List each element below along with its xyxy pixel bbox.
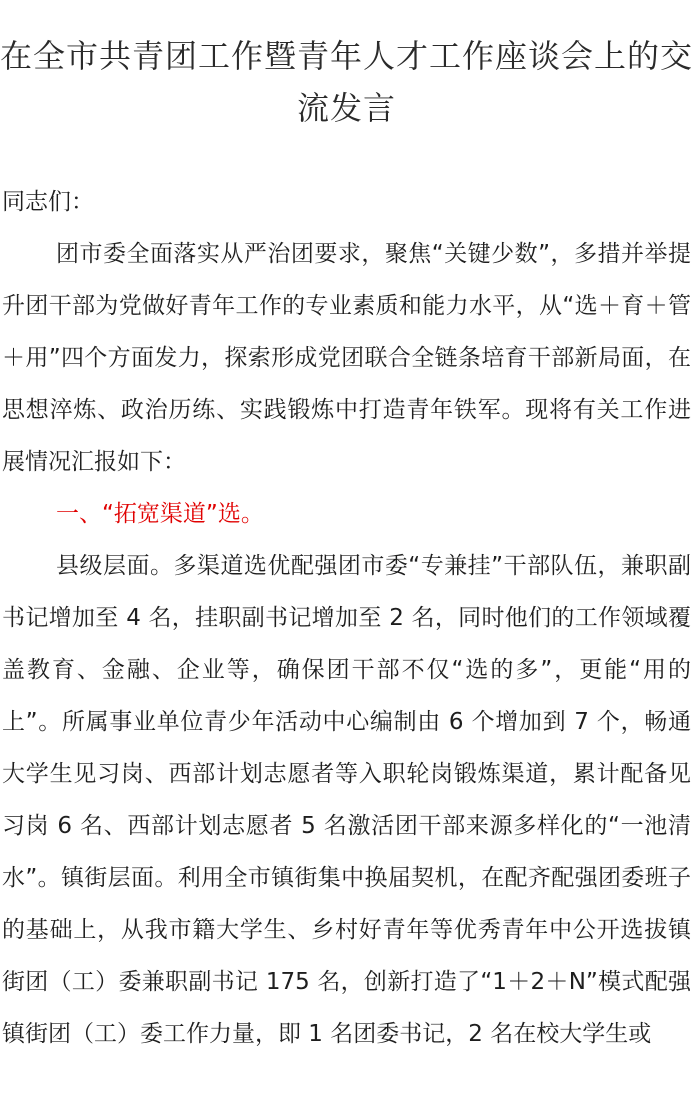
document-title: 在全市共青团工作暨青年人才工作座谈会上的交流发言 [0, 37, 693, 127]
section-heading: 一、“拓宽渠道”选。 [56, 501, 264, 527]
greeting-line: 同志们： [2, 189, 94, 215]
intro-paragraph: 团市委全面落实从严治团要求，聚焦“关键少数”，多措并举提升团干部为党做好青年工作的专业素质和能力水平，从“选＋育＋管＋用”四个方面发力，探索形成党团联合全链条培育干部新局面，在思想淬炼、政治历练、实践锻炼中打造青年铁军。现将有关工作进展情况汇报如下： [2, 241, 691, 475]
document-body [0, 176, 693, 1060]
body-paragraph: 县级层面。多渠道选优配强团市委“专兼挂”干部队伍，兼职副书记增加至 4 名，挂职副书记增加至 2 名，同时他们的工作领域覆盖教育、金融、企业等，确保团干部不仅“选的多”，更能“用的上”。所属事业单位青少年活动中心编制由 6 个增加到 7 个，畅通大学生见习岗、西部计划志愿者等入职轮岗锻炼渠道，累计配备见习岗 6 名、西部计划志愿者 5 名激活团干部来源多样化的“一池清水”。镇街层面。利用全市镇街集中换届契机，在配齐配强团委班子的基础上，从我市籍大学生、乡村好青年等优秀青年中公开选拔镇街团（工）委兼职副书记 175 名，创新打造了“1＋2＋N”模式配强镇街团（工）委工作力量，即 1 名团委书记，2 名在校大学生或 [2, 553, 691, 1047]
